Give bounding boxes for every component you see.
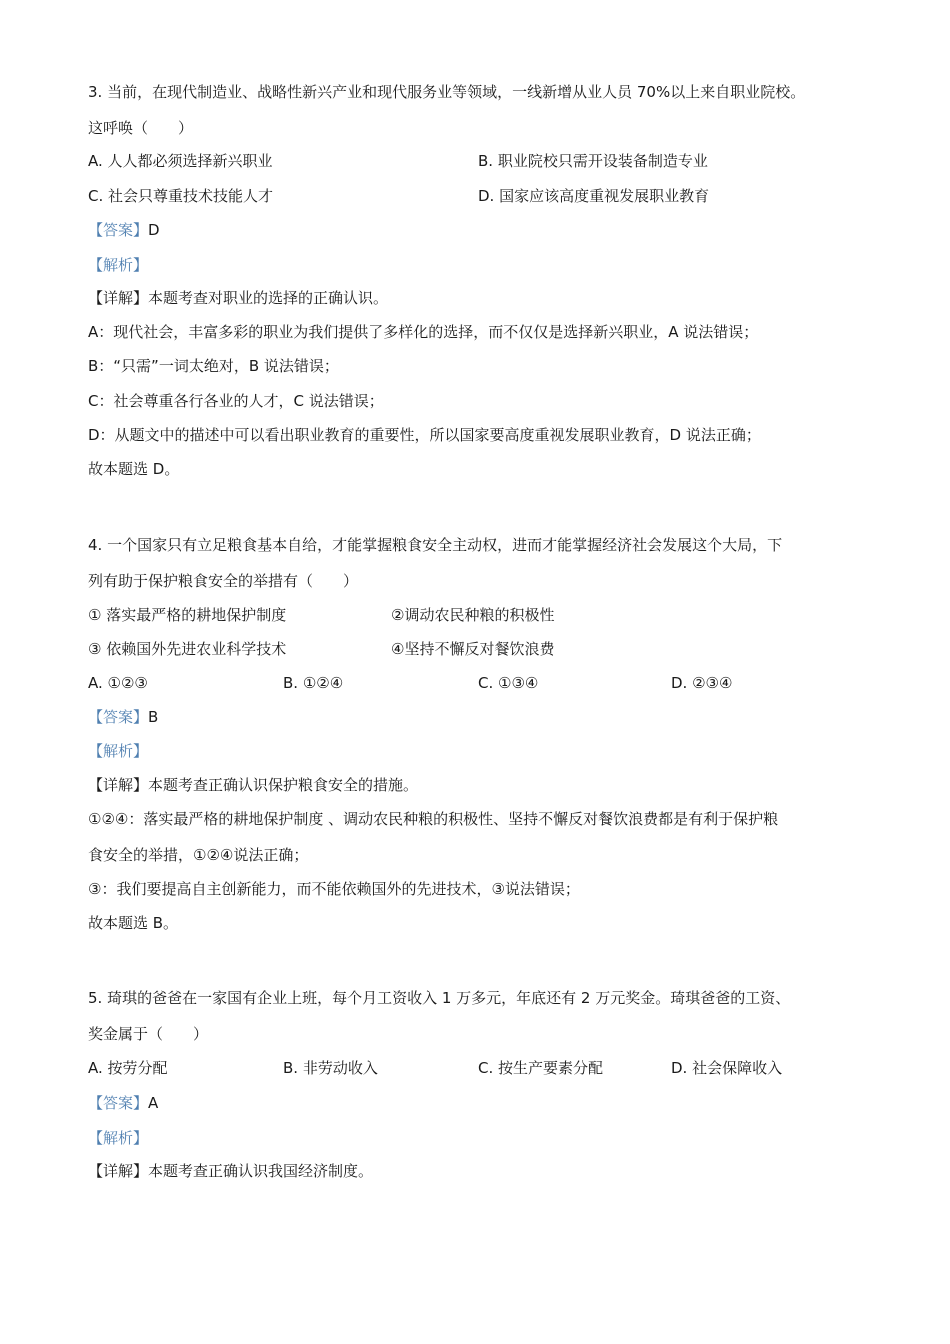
q4-item-2: ②调动农民种粮的积极性 [391,606,555,624]
q5-detail: 【详解】本题考查正确认识我国经济制度。 [88,1162,374,1180]
q4-answer-line [88,707,158,727]
q5-answer-tag: 【答案】 [88,1094,149,1112]
q4-option-d: D. ②③④ [671,674,733,692]
q3-explanation-c: C：社会尊重各行各业的人才，C 说法错误； [88,392,384,410]
q5-answer-line [88,1093,158,1113]
q4-option-a: A. ①②③ [88,674,148,692]
q3-analysis-tag: 【解析】 [88,256,149,274]
q3-option-d: D. 国家应该高度重视发展职业教育 [478,187,710,205]
q4-conclusion: 故本题选 B。 [88,914,179,932]
q4-explanation-line1: ①②④：落实最严格的耕地保护制度 、调动农民种粮的积极性、坚持不懈反对餐饮浪费都是有利于保护粮 [88,810,779,828]
q4-explanation-line2: 食安全的举措，①②④说法正确； [88,846,309,864]
q4-detail: 【详解】本题考查正确认识保护粮食安全的措施。 [88,776,419,794]
q4-option-c: C. ①③④ [478,674,539,692]
q5-answer-value: A [148,1094,159,1112]
q3-answer-tag: 【答案】 [88,221,149,239]
q3-explanation-b: B：“只需”一词太绝对，B 说法错误； [88,357,339,375]
q3-option-c: C. 社会只尊重技术技能人才 [88,187,274,205]
q4-analysis-tag: 【解析】 [88,742,149,760]
q3-answer-value: D [148,221,160,239]
q5-option-c: C. 按生产要素分配 [478,1059,604,1077]
q3-stem-line2: 这呼唤（ ） [88,119,194,137]
q5-option-b: B. 非劳动收入 [283,1059,378,1077]
q3-option-a: A. 人人都必须选择新兴职业 [88,152,273,170]
q5-stem-line1: 5. 琦琪的爸爸在一家国有企业上班，每个月工资收入 1 万多元，年底还有 2 万元奖金。琦琪爸爸的工资、 [88,989,791,1007]
q3-conclusion: 故本题选 D。 [88,460,180,478]
q4-item-3: ③ 依赖国外先进农业科学技术 [88,640,287,658]
q4-item-1: ① 落实最严格的耕地保护制度 [88,606,287,624]
q3-option-b: B. 职业院校只需开设装备制造专业 [478,152,708,170]
q5-option-d: D. 社会保障收入 [671,1059,783,1077]
q4-answer-tag: 【答案】 [88,708,149,726]
q4-stem-line1: 4. 一个国家只有立足粮食基本自给，才能掌握粮食安全主动权，进而才能掌握经济社会发展这个大局，下 [88,536,783,554]
q4-item-4: ④坚持不懈反对餐饮浪费 [391,640,555,658]
q4-explanation-line3: ③：我们要提高自主创新能力，而不能依赖国外的先进技术，③说法错误； [88,880,580,898]
q5-analysis-tag: 【解析】 [88,1129,149,1147]
q4-stem-line2: 列有助于保护粮食安全的举措有（ ） [88,572,359,590]
q3-explanation-a: A：现代社会，丰富多彩的职业为我们提供了多样化的选择，而不仅仅是选择新兴职业，A 说法错误； [88,323,759,341]
q3-detail: 【详解】本题考查对职业的选择的正确认识。 [88,289,389,307]
q3-answer-line [88,220,160,240]
q3-stem-line1: 3. 当前，在现代制造业、战略性新兴产业和现代服务业等领域，一线新增从业人员 70%以上来自职业院校。 [88,83,806,101]
q5-stem-line2: 奖金属于（ ） [88,1025,209,1043]
q3-explanation-d: D：从题文中的描述中可以看出职业教育的重要性，所以国家要高度重视发展职业教育，D 说法正确； [88,426,761,444]
q5-option-a: A. 按劳分配 [88,1059,168,1077]
q4-option-b: B. ①②④ [283,674,344,692]
q4-answer-value: B [148,708,159,726]
